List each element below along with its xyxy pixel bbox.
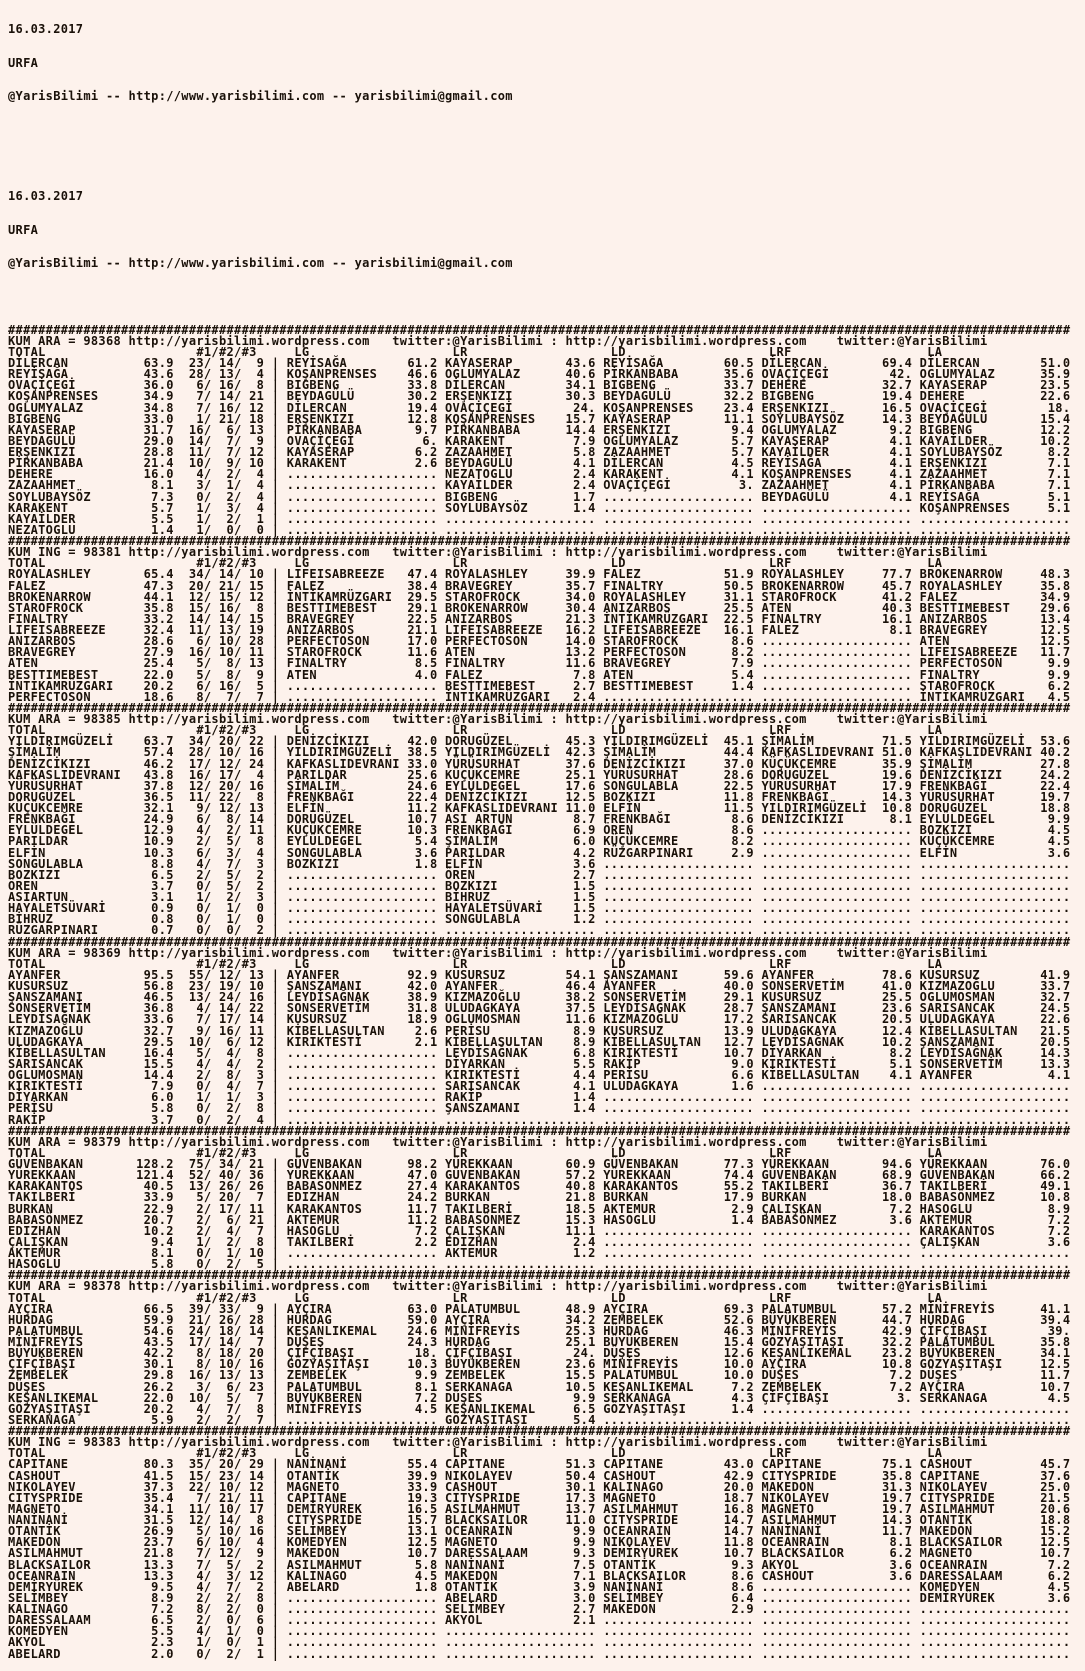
stats-row: ÇİFÇİBAŞI 30.1 8/ 10/ 16 | GÖZYAŞITAŞI 10.3 BÜYÜKBEREN 23.6 MİNİFREYİS 10.0 AYÇIRA 10.8 GÖZYAŞITAŞI 12.5 <box>8 1357 1078 1372</box>
column-header-line: TOTAL #1/#2/#3 LG LR LD LRF LA <box>8 1290 1085 1305</box>
stats-row: KÜÇÜKCEMRE 32.1 9/ 12/ 13 | ELFİN 11.2 KAFKASLIDEVRANI 11.0 ELFİN 11.5 YILDIRIMGÜZELİ 10.8 DORUGÜZEL 18.8 <box>8 801 1078 815</box>
page-city: URFA <box>8 55 39 70</box>
stats-row: KIZMAZOĞLU 32.7 9/ 16/ 11 | KİBELLASULTAN 2.6 PERİSU 8.9 KUSURSUZ 13.9 ULUDAGKAYA 12.4 KİBELLASULTAN 21.5 <box>8 1023 1078 1038</box>
blank-line <box>8 124 1074 135</box>
stats-row: AYANFER 95.5 55/ 12/ 13 | AYANFER 92.9 KUSURSUZ 54.1 ŞANSZAMANI 59.6 AYANFER 78.6 KUSURSUZ 41.9 <box>8 967 1078 982</box>
stats-row: ASILMAHMUT 21.8 7/ 12/ 9 | MAKEDON 10.7 DARESSALAAM 9.3 DEMİRYÜREK 10.7 BLACKSAILOR 6.2 MAGNETO 10.7 <box>8 1546 1078 1561</box>
stats-row: BİHRUZ 0.8 0/ 1/ 0 | .................... SONGULABLA 1.2 .................... .................... .................... <box>8 912 1078 927</box>
stats-row: BABASÖNMEZ 20.7 2/ 6/ 21 | AKTEMUR 11.2 BABASÖNMEZ 15.3 HASOGLU 1.4 BABASÖNMEZ 3.6 AKTEMUR 7.2 <box>8 1212 1078 1227</box>
blank-line <box>8 158 1074 169</box>
stats-row: OVAÇİÇEGİ 36.0 6/ 16/ 8 | BIGBENG 33.8 DİLERCAN 34.1 BIGBENG 33.7 DEHERE 32.7 KAYASERAP 23.5 <box>8 378 1078 393</box>
block-title-line: KUM ARA = 98369 http://yarisbilimi.wordpress.com twitter:@YarisBilimi : http://yarisbilimi.wordpress.com twitter:@YarisBilimi <box>8 945 988 960</box>
stats-row: PALATUMBUL 54.6 24/ 18/ 14 | KEŞANLIKEMAL 24.6 MİNİFREYİS 25.3 HÜRDAG 46.3 MİNİFREYİS 42.9 ÇİFÇİBAŞI 39. <box>8 1323 1078 1338</box>
stats-row: FALEZ 47.3 20/ 21/ 15 | FALEZ 38.4 BRAVEGREY 35.7 FINALTRY 50.5 BROKENARROW 45.7 ROYALASHLEY 35.8 <box>8 578 1078 593</box>
page-contact-line: @YarisBilimi -- http://www.yarisbilimi.com -- yarisbilimi@gmail.com <box>8 255 513 270</box>
stats-row: DİYARKAN 6.0 1/ 1/ 3 | .................... RAKİP 1.4 .................... .................... .................... <box>8 1090 1078 1105</box>
stats-row: DİLERCAN 63.9 23/ 14/ 9 | REYİSAĞA 61.2 KAYASERAP 43.6 REYİSAĞA 60.5 DİLERCAN 69.4 DİLERCAN 51.0 <box>8 356 1078 370</box>
stats-row: EDIZHAN 10.2 2/ 4/ 7 | HASOGLU 7.2 ÇALIŞKAN 11.1 .................... .................... KARAKANTOS 7.2 <box>8 1223 1078 1238</box>
page-date: 16.03.2017 <box>8 22 84 37</box>
block-title-line: KUM ING = 98383 http://yarisbilimi.wordpress.com twitter:@YarisBilimi : http://yarisbilimi.wordpress.com twitter:@YarisBilimi <box>8 1435 988 1450</box>
stats-row: KAYASERAP 31.7 16/ 6/ 13 | PİRKANBABA 9.7 PİRKANBABA 14.4 ERŞENKIZI 9.4 OGLUMYALAZ 9.2 BIGBENG 12.2 <box>8 422 1078 437</box>
stats-row: MAGNETO 34.1 11/ 10/ 17 | DEMİRYÜREK 16.5 ASILMAHMUT 13.7 ASILMAHMUT 16.8 MAGNETO 19.7 ASILMAHMUT 20.6 <box>8 1501 1078 1516</box>
stats-row: OGLUMOSMAN 14.4 2/ 8/ 3 | .................... KIRIKTESTİ 4.4 PERİSU 6.6 KİBELLASULTAN 4.1 AYANFER 4.1 <box>8 1068 1078 1082</box>
block-separator-line: ############################################################################################################################################# <box>8 1123 1071 1138</box>
column-header-line: TOTAL #1/#2/#3 LG LR LD LRF LA <box>8 344 1085 359</box>
stats-row: LEYDİSAĞNAK 33.6 7/ 17/ 14 | KUSURSUZ 18.9 OGLUMOSMAN 11.6 KIZMAZOĞLU 17.2 SARISANCAK 20.5 ULUDAGKAYA 22.6 <box>8 1012 1078 1027</box>
stats-row: BLACKSAILOR 13.3 7/ 5/ 2 | ASILMAHMUT 5.8 NANİNANİ 7.5 OTANTİK 9.3 AKYOL 3.6 OCEANRAIN 7.2 <box>8 1557 1078 1572</box>
stats-row: DEHERE 16.0 4/ 2/ 4 | .................... NEZATOGLU 2.4 KARAKENT 4.1 KOŞANPRENSES 4.1 ZAZAAHMET 7.1 <box>8 467 1078 482</box>
stats-row: DARESSALAAM 6.5 2/ 0/ 6 | .................... AKYOL 2.1 .................... .................... .................... <box>8 1613 1078 1628</box>
stats-row: BOZKIZI 6.5 2/ 5/ 2 | .................... ÖREN 2.7 .................... .................... .................... <box>8 867 1078 882</box>
stats-row: BRAVEGREY 27.9 16/ 10/ 11 | STAROFROCK 11.6 ATEN 13.2 PERFECTOSON 8.2 .................... LIFEISABREEZE 11.7 <box>8 645 1078 660</box>
stats-row: AKYOL 2.3 1/ 0/ 1 | .................... .................... .................... .................... .................... <box>8 1635 1078 1650</box>
stats-row: AYÇIRA 66.5 39/ 33/ 9 | AYÇIRA 63.0 PALATUMBUL 48.9 AYÇIRA 69.3 PALATUMBUL 57.2 MİNİFREYİS 41.1 <box>8 1301 1078 1316</box>
stats-row: SERKANAGA 5.9 2/ 2/ 7 | .................... GÖZYAŞITAŞI 5.4 .................... .................... .................... <box>8 1412 1078 1427</box>
stats-row: NANİNANİ 31.5 12/ 14/ 8 | CITYSPRIDE 15.7 BLACKSAILOR 11.0 CITYSPRIDE 14.7 ASILMAHMUT 14.3 OTANTİK 18.8 <box>8 1513 1078 1527</box>
stats-row: ZAZAAHMET 8.1 3/ 1/ 4 | .................... KAYAİLDER 2.4 OVAÇİÇEGİ 3. ZAZAAHMET 4.1 PİRKANBABA 7.1 <box>8 478 1078 493</box>
stats-row: KOŞANPRENSES 34.9 7/ 14/ 21 | BEYDAGÜLÜ 30.2 ERŞENKIZI 30.3 BEYDAGÜLÜ 32.2 BIGBENG 19.4 DEHERE 22.6 <box>8 389 1078 404</box>
stats-row: ANIZARBOS 28.6 6/ 10/ 28 | PERFECTOSON 17.0 PERFECTOSON 14.0 STAROFROCK 8.6 .................... ATEN 12.5 <box>8 634 1078 649</box>
stats-row: MAKEDON 23.7 6/ 10/ 4 | KOMEDYEN 12.5 MAGNETO 9.9 NIKOLAYEV 11.8 OCEANRAIN 8.1 BLACKSAILOR 12.5 <box>8 1535 1078 1550</box>
page-date: 16.03.2017 <box>8 189 84 204</box>
stats-row: SONGULABLA 8.8 4/ 7/ 3 | BOZKIZI 1.8 ELFİN 3.6 .................... .................... .................... <box>8 856 1078 871</box>
stats-row: LIFEISABREEZE 32.4 11/ 13/ 19 | ANIZARBOS 21.1 LIFEISABREEZE 16.2 LIFEISABREEZE 16.1 FALEZ 8.1 BRAVEGREY 12.5 <box>8 623 1078 637</box>
stats-row: TAKILBERİ 33.9 5/ 20/ 7 | EDIZHAN 24.2 BURKAN 21.8 BURKAN 17.9 BURKAN 18.0 BABASÖNMEZ 10.8 <box>8 1190 1078 1205</box>
stats-row: ERŞENKIZI 28.8 11/ 7/ 12 | KAYASERAP 6.2 ZAZAAHMET 5.8 ZAZAAHMET 5.7 KAYAİLDER 4.1 SOYLUBAYSÖZ 8.2 <box>8 445 1078 459</box>
stats-row: SONSERVETİM 36.8 4/ 14/ 22 | SONSERVETİM 31.8 ULUDAGKAYA 37.5 LEYDİSAĞNAK 28.7 ŞANSZAMANI 23.6 SARISANCAK 24.5 <box>8 1001 1078 1016</box>
stats-row: YÜRÜSURHAT 37.8 12/ 20/ 16 | ŞİMALİM 24.6 EYLÜLDEGEL 17.6 SONGULABLA 22.5 YÜRÜSURHAT 17.9 FRENKBAĞI 22.4 <box>8 778 1078 793</box>
stats-row: DORUGÜZEL 36.5 11/ 22/ 8 | FRENKBAĞI 22.4 DENİZCİKIZI 12.5 BOZKIZI 11.8 FRENKBAĞI 14.3 YÜRÜSURHAT 19.7 <box>8 789 1078 804</box>
stats-row: BÜYÜKBEREN 42.2 8/ 18/ 20 | ÇİFÇİBAŞI 18. ÇİFÇİBAŞI 24. DÜŞES 12.6 KEŞANLIKEMAL 23.2 BÜYÜKBEREN 34.1 <box>8 1346 1078 1361</box>
stats-row: ŞANSZAMANI 46.5 13/ 24/ 16 | LEYDİSAĞNAK 38.9 KIZMAZOĞLU 38.2 SONSERVETİM 29.1 KUSURSUZ 25.5 OGLUMOSMAN 32.7 <box>8 990 1078 1005</box>
stats-row: KEŞANLIKEMAL 22.0 10/ 5/ 7 | BÜYÜKBEREN 7.2 DÜŞES 9.9 SERKANAGA 4.3 ÇİFÇİBAŞI 3. SERKANAGA 4.5 <box>8 1390 1078 1405</box>
stats-row: AKTEMUR 8.1 0/ 1/ 10 | .................... AKTEMUR 1.2 .................... .................... .................... <box>8 1246 1078 1260</box>
column-header-line: TOTAL #1/#2/#3 LG LR LD LRF LA <box>8 556 1085 571</box>
stats-row: FRENKBAĞI 24.9 6/ 8/ 14 | DORUGÜZEL 10.7 ASI ARTUN 8.7 FRENKBAĞI 8.6 DENİZCİKIZI 8.1 EYLÜLDEGEL 9.9 <box>8 812 1078 827</box>
stats-row: ŞİMALİM 57.4 28/ 10/ 16 | YILDIRIMGÜZELİ 38.5 YILDIRIMGÜZELİ 42.3 ŞİMALİM 44.4 KAFKASLIDEVRANI 51.0 KAFKASLIDEVRANI 40.2 <box>8 745 1078 760</box>
stats-row: ASIARTUN 3.1 1/ 2/ 3 | .................... BİHRUZ 1.5 .................... .................... .................... <box>8 890 1078 904</box>
stats-row: KUSURSUZ 56.8 23/ 19/ 10 | ŞANSZAMANI 42.0 AYANFER 46.4 AYANFER 40.0 SONSERVETİM 41.0 KIZMAZOĞLU 33.7 <box>8 979 1078 993</box>
stats-row: SOYLUBAYSÖZ 7.3 0/ 2/ 4 | .................... BIGBENG 1.7 .................... BEYDAGÜLÜ 4.1 REYİSAĞA 5.1 <box>8 489 1078 504</box>
block-separator-line: ############################################################################################################################################# <box>8 1268 1071 1283</box>
stats-row: KİBELLASULTAN 16.4 5/ 4/ 8 | .................... LEYDİSAĞNAK 6.8 KIRIKTESTİ 10.7 DİYARKAN 8.2 LEYDİSAĞNAK 14.3 <box>8 1045 1078 1060</box>
stats-row: CAPITANE 80.3 35/ 20/ 29 | NANİNANİ 55.4 CAPITANE 51.3 CAPITANE 43.0 CAPITANE 75.1 CASHOUT 45.7 <box>8 1457 1078 1472</box>
stats-row: FINALTRY 33.2 14/ 14/ 15 | BRAVEGREY 22.5 ANIZARBOS 21.3 İNTİKAMRÜZGARI 22.5 FINALTRY 16.1 ANIZARBOS 13.4 <box>8 611 1078 626</box>
stats-row: ABELARD 2.0 0/ 2/ 1 | .................... .................... .................... .................... .................... <box>8 1646 1078 1661</box>
stats-row: OCEANRAIN 13.3 4/ 3/ 12 | KALINAGO 4.5 MAKEDON 7.1 BLACKSAILOR 8.6 CASHOUT 3.6 DARESSALAAM 6.2 <box>8 1568 1078 1583</box>
stats-row: OGLUMYALAZ 34.8 7/ 16/ 12 | DİLERCAN 19.4 OVAÇİÇEGİ 24. KOŞANPRENSES 23.4 ERŞENKIZI 16.5 OVAÇİÇEGİ 18. <box>8 400 1078 415</box>
block-title-line: KUM ING = 98381 http://yarisbilimi.wordpress.com twitter:@YarisBilimi : http://yarisbilimi.wordpress.com twitter:@YarisBilimi <box>8 545 988 560</box>
stats-row: PERİSU 5.8 0/ 2/ 8 | .................... ŞANSZAMANI 1.4 .................... .................... .................... <box>8 1101 1078 1116</box>
stats-row: GÜVENBAKAN 128.2 75/ 34/ 21 | GÜVENBAKAN 98.2 YÜREKKAAN 60.9 GÜVENBAKAN 77.3 YÜREKKAAN 94.6 YÜREKKAAN 76.0 <box>8 1157 1078 1171</box>
stats-row: KOMEDYEN 5.5 4/ 1/ 0 | .................... .................... .................... .................... .................... <box>8 1624 1078 1639</box>
stats-row: KARAKENT 5.7 1/ 3/ 4 | .................... SOYLUBAYSÖZ 1.4 .................... .................... KOŞANPRENSES 5.1 <box>8 500 1078 515</box>
stats-row: KAYAİLDER 5.5 1/ 2/ 1 | .................... .................... .................... .................... .................... <box>8 511 1078 526</box>
stats-row: RÜZGARPINARI 0.7 0/ 0/ 2 | .................... .................... .................... .................... .................... <box>8 923 1078 938</box>
block-separator-line: ############################################################################################################################################# <box>8 934 1071 949</box>
stats-row: KARAKANTOS 40.5 13/ 26/ 26 | BABASÖNMEZ 27.4 KARAKANTOS 40.8 KARAKANTOS 55.2 TAKILBERİ 36.7 TAKILBERİ 49.1 <box>8 1179 1078 1194</box>
stats-row: CASHOUT 41.5 15/ 23/ 14 | OTANTİK 39.9 NIKOLAYEV 50.4 CASHOUT 42.9 CITYSPRIDE 35.8 CAPITANE 37.6 <box>8 1468 1078 1483</box>
page-city: URFA <box>8 222 39 237</box>
stats-row: HAYALETSÜVARİ 0.9 0/ 1/ 0 | .................... HAYALETSÜVARİ 1.5 .................... .................... .................... <box>8 901 1078 916</box>
stats-row: HÜRDAG 59.9 21/ 26/ 28 | HÜRDAG 59.0 AYÇIRA 34.2 ZEMBELEK 52.6 BÜYÜKBEREN 44.7 HÜRDAG 39.4 <box>8 1312 1078 1327</box>
block-separator-line: ############################################################################################################################################# <box>8 1424 1071 1438</box>
page-contact-line: @YarisBilimi -- http://www.yarisbilimi.com -- yarisbilimi@gmail.com <box>8 89 513 103</box>
stats-row: PARILDAR 10.9 2/ 5/ 8 | EYLÜLDEGEL 5.4 ŞİMALİM 6.0 KÜÇÜKCEMRE 8.2 .................... KÜÇÜKCEMRE 4.5 <box>8 834 1078 849</box>
stats-row: ATEN 25.4 5/ 8/ 13 | FINALTRY 8.5 FINALTRY 11.6 BRAVEGREY 7.9 .................... PERFECTOSON 9.9 <box>8 656 1078 671</box>
stats-row: YILDIRIMGÜZELİ 63.7 34/ 20/ 22 | DENİZCİKIZI 42.0 DORUGÜZEL 45.3 YILDIRIMGÜZELİ 45.1 ŞİMALİM 71.5 YILDIRIMGÜZELİ 53.6 <box>8 734 1078 749</box>
stats-row: BEYDAGÜLÜ 29.0 14/ 7/ 9 | OVAÇİÇEGİ 6. KARAKENT 7.9 OGLUMYALAZ 5.7 KAYASERAP 4.1 KAYAİLDER 10.2 <box>8 433 1078 448</box>
stats-row: PİRKANBABA 21.4 10/ 9/ 10 | KARAKENT 2.6 BEYDAGÜLÜ 4.1 DİLERCAN 4.5 REYİSAĞA 4.1 ERŞENKIZI 7.1 <box>8 456 1078 471</box>
block-title-line: KUM ARA = 98368 http://yarisbilimi.wordpress.com twitter:@YarisBilimi : http://yarisbilimi.wordpress.com twitter:@YarisBilimi <box>8 333 988 348</box>
stats-row: ÇALIŞKAN 9.4 1/ 2/ 8 | TAKILBERİ 2.2 EDIZHAN 2.4 .................... .................... ÇALIŞKAN 3.6 <box>8 1234 1078 1249</box>
stats-row: RAKİP 3.7 0/ 2/ 4 | .................... .................... .................... .................... .................... <box>8 1112 1078 1127</box>
stats-row: STAROFROCK 35.8 15/ 16/ 8 | BESTTIMEBEST 29.1 BROKENARROW 30.4 ANIZARBOS 25.5 ATEN 40.3 BESTTIMEBEST 29.6 <box>8 600 1078 615</box>
stats-row: DEMİRYÜREK 9.5 4/ 7/ 2 | ABELARD 1.8 OTANTİK 3.9 NANİNANİ 8.6 .................... KOMEDYEN 4.5 <box>8 1579 1078 1594</box>
stats-row: ÖREN 3.7 0/ 5/ 2 | .................... BOZKIZI 1.5 .................... .................... .................... <box>8 878 1078 893</box>
column-header-line: TOTAL #1/#2/#3 LG LR LD LRF LA <box>8 1145 1085 1160</box>
column-header-line: TOTAL #1/#2/#3 LG LR LD LRF LA <box>8 1446 1085 1461</box>
stats-row: GÖZYAŞITAŞI 20.2 4/ 7/ 8 | MİNİFREYİS 4.5 KEŞANLIKEMAL 6.5 GÖZYAŞITAŞI 1.4 .................... .................... <box>8 1401 1078 1416</box>
stats-row: KALINAGO 7.2 8/ 2/ 0 | .................... SELİMBEY 2.7 MAKEDON 2.9 .................... .................... <box>8 1602 1078 1616</box>
stats-row: HASOGLU 5.8 0/ 2/ 5 | .................... .................... .................... .................... .................... <box>8 1257 1078 1272</box>
stats-row: OTANTİK 26.9 5/ 10/ 16 | SELİMBEY 13.1 OCEANRAIN 9.9 OCEANRAIN 14.7 NANİNANİ 11.7 MAKEDON 15.2 <box>8 1524 1078 1539</box>
block-title-line: KUM ARA = 98385 http://yarisbilimi.wordpress.com twitter:@YarisBilimi : http://yarisbilimi.wordpress.com twitter:@YarisBilimi <box>8 712 988 726</box>
blank-line <box>8 291 1074 302</box>
stats-row: SARISANCAK 15.5 4/ 4/ 2 | .................... DİYARKAN 5.5 RAKİP 9.0 KIRIKTESTİ 5.1 SONSERVETİM 13.3 <box>8 1056 1078 1071</box>
stats-row: DENİZCİKIZI 46.2 17/ 12/ 24 | KAFKASLIDEVRANI 33.0 YÜRÜSURHAT 37.6 DENİZCİKIZI 37.0 KÜÇÜKCEMRE 35.9 ŞİMALİM 27.8 <box>8 756 1078 771</box>
stats-row: ROYALASHLEY 65.4 34/ 14/ 10 | LIFEISABREEZE 47.4 ROYALASHLEY 39.9 FALEZ 51.9 ROYALASHLEY 77.7 BROKENARROW 48.3 <box>8 567 1078 582</box>
block-separator-line: ############################################################################################################################################# <box>8 322 1071 337</box>
stats-row: KIRIKTESTİ 7.9 0/ 4/ 7 | .................... SARISANCAK 4.1 ULUDAGKAYA 1.6 .................... .................... <box>8 1079 1078 1094</box>
stat-blocks <box>8 322 1085 1661</box>
stats-row: BURKAN 22.9 2/ 17/ 11 | KARAKANTOS 11.7 TAKILBERİ 18.5 AKTEMUR 2.9 ÇALIŞKAN 7.2 HASOGLU 8.9 <box>8 1201 1078 1216</box>
column-header-line: TOTAL #1/#2/#3 LG LR LD LRF LA <box>8 956 1085 971</box>
stats-row: İNTİKAMRÜZGARI 20.2 6/ 16/ 5 | .................... BESTTIMEBEST 2.7 BESTTIMEBEST 1.4 .................... STAROFROCK 6.2 <box>8 678 1078 693</box>
block-separator-line: ############################################################################################################################################# <box>8 534 1071 548</box>
block-separator-line: ############################################################################################################################################# <box>8 700 1071 715</box>
stats-row: SELİMBEY 8.9 2/ 2/ 8 | .................... ABELARD 3.0 SELİMBEY 6.4 .................... DEMİRYÜREK 3.6 <box>8 1590 1078 1605</box>
stats-row: ELFİN 10.3 6/ 3/ 4 | SONGULABLA 3.6 PARILDAR 4.2 RÜZGARPINARI 2.9 .................... ELFİN 3.6 <box>8 845 1078 860</box>
stats-row: BESTTIMEBEST 22.0 5/ 8/ 9 | ATEN 4.0 FALEZ 7.8 ATEN 5.4 .................... FINALTRY 9.9 <box>8 667 1078 682</box>
stats-row: EYLÜLDEGEL 12.9 4/ 2/ 11 | KÜÇÜKCEMRE 10.3 FRENKBAĞI 6.9 ÖREN 8.6 .................... BOZKIZI 4.5 <box>8 823 1078 838</box>
stats-row: KAFKASLIDEVRANI 43.8 16/ 17/ 4 | PARILDAR 25.6 KÜÇÜKCEMRE 25.1 YÜRÜSURHAT 28.6 DORUGÜZEL 19.6 DENİZCİKIZI 24.2 <box>8 767 1078 782</box>
stats-row: NIKOLAYEV 37.3 22/ 10/ 12 | MAGNETO 33.9 CASHOUT 30.1 KALINAGO 20.0 MAKEDON 31.3 NIKOLAYEV 25.0 <box>8 1479 1078 1494</box>
stats-row: BIGBENG 33.0 1/ 21/ 18 | ERŞENKIZI 12.8 KOŞANPRENSES 15.7 KAYASERAP 11.1 SOYLUBAYSÖZ 14.3 BEYDAGÜLÜ 15.4 <box>8 411 1078 426</box>
column-header-line: TOTAL #1/#2/#3 LG LR LD LRF LA <box>8 723 1085 738</box>
stats-row: YÜREKKAAN 121.4 52/ 40/ 36 | YÜREKKAAN 47.0 GÜVENBAKAN 57.2 YÜREKKAAN 74.4 GÜVENBAKAN 68.9 GÜVENBAKAN 66.2 <box>8 1168 1078 1183</box>
stats-row: NEZATOGLU 1.4 1/ 0/ 0 | .................... .................... .................... .................... .................... <box>8 522 1078 537</box>
stats-row: BROKENARROW 44.1 12/ 15/ 12 | İNTİKAMRÜZGARI 29.5 STAROFROCK 34.0 ROYALASHLEY 31.1 STAROFROCK 41.2 FALEZ 34.9 <box>8 589 1078 604</box>
stats-row: PERFECTOSON 18.6 8/ 7/ 7 | .................... İNTİKAMRÜZGARI 2.4 .................... .................... İNTİKAMRÜZGARI 4.5 <box>8 689 1078 704</box>
stats-row: CITYSPRIDE 35.4 7/ 21/ 11 | CAPITANE 19.3 CITYSPRIDE 17.3 MAGNETO 18.7 NIKOLAYEV 19.7 CITYSPRIDE 21.5 <box>8 1490 1078 1505</box>
stats-row: ULUDAGKAYA 29.5 10/ 6/ 12 | KIRIKTESTİ 2.1 KİBELLASULTAN 8.9 KİBELLASULTAN 12.7 LEYDİSAĞNAK 10.2 ŞANSZAMANI 20.5 <box>8 1034 1078 1049</box>
stats-row: ZEMBELEK 29.8 16/ 13/ 13 | ZEMBELEK 9.9 ZEMBELEK 15.5 PALATUMBUL 10.0 DÜŞES 7.2 DÜŞES 11.7 <box>8 1368 1078 1383</box>
stats-row: REYİSAĞA 43.6 28/ 13/ 4 | KOŞANPRENSES 46.6 OGLUMYALAZ 40.6 PİRKANBABA 35.6 OVAÇİÇEGİ 42. OGLUMYALAZ 35.9 <box>8 367 1078 382</box>
stats-row: MİNİFREYİS 43.5 17/ 14/ 7 | DÜŞES 24.3 HÜRDAG 25.1 BÜYÜKBEREN 15.4 GÖZYAŞITAŞI 32.2 PALATUMBUL 35.8 <box>8 1335 1078 1349</box>
stats-row: DÜŞES 26.2 3/ 6/ 23 | PALATUMBUL 8.1 SERKANAGA 10.5 KEŞANLIKEMAL 7.2 ZEMBELEK 7.2 AYÇIRA 10.7 <box>8 1379 1078 1394</box>
block-title-line: KUM ARA = 98379 http://yarisbilimi.wordpress.com twitter:@YarisBilimi : http://yarisbilimi.wordpress.com twitter:@YarisBilimi <box>8 1134 988 1149</box>
block-title-line: KUM ARA = 98378 http://yarisbilimi.wordpress.com twitter:@YarisBilimi : http://yarisbilimi.wordpress.com twitter:@YarisBilimi <box>8 1279 988 1294</box>
